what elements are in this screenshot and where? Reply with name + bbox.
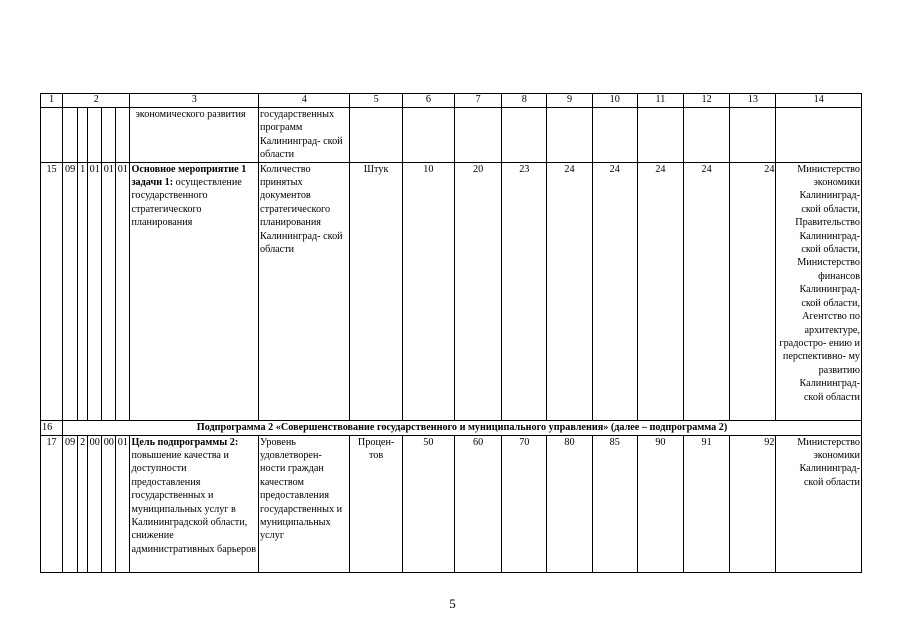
code-cell: 00 — [102, 435, 116, 572]
code-cell: 00 — [88, 435, 102, 572]
goal-heading: Основное мероприятие 1 задачи 1: — [131, 163, 247, 189]
goal-cell — [130, 435, 259, 572]
header-col-12: 12 — [684, 94, 730, 108]
code-cell: 09 — [63, 162, 78, 420]
table-row-continuation — [41, 108, 862, 163]
indicators-table — [40, 93, 862, 573]
header-col-7: 7 — [454, 94, 501, 108]
subprogram-title: Подпрограмма 2 «Совершенствование государственного и муниципального управления» (далее – подпрограмма 2) — [63, 420, 862, 435]
header-col-3: 3 — [130, 94, 259, 108]
table-row-15 — [41, 162, 862, 420]
page-number: 5 — [449, 596, 456, 611]
value-cell: 85 — [592, 435, 637, 572]
value-cell: 10 — [402, 162, 454, 420]
code-cell: 01 — [88, 162, 102, 420]
value-cell: 24 — [592, 162, 637, 420]
code-cell: 09 — [63, 435, 78, 572]
header-col-14: 14 — [776, 94, 862, 108]
value-cell: 60 — [454, 435, 501, 572]
indicator-cell: государственных программ Калининград- ской области — [259, 108, 350, 163]
row-number: 15 — [41, 162, 63, 420]
header-col-13: 13 — [730, 94, 776, 108]
executor-cell: Министерство экономики Калининград- ской области, Правительство Калининград- ской области, Министерство финансов Калининград- ской области, Агентство по архитектуре, градостро- ению и перспективно- му развитию Калининград- ской области — [776, 162, 862, 420]
goal-heading: Цель подпрограммы 2: — [131, 436, 239, 448]
table-row-17 — [41, 435, 862, 572]
value-cell: 70 — [502, 435, 547, 572]
indicator-cell: Количество принятых документов стратегического планирования Калининград- ской области — [259, 162, 350, 420]
header-col-8: 8 — [502, 94, 547, 108]
value-cell: 24 — [547, 162, 592, 420]
code-cell: 1 — [78, 162, 88, 420]
row-number: 17 — [41, 435, 63, 572]
row-number: 16 — [41, 420, 63, 435]
header-col-6: 6 — [402, 94, 454, 108]
value-cell: 90 — [637, 435, 683, 572]
header-col-2: 2 — [63, 94, 130, 108]
value-cell: 20 — [454, 162, 501, 420]
header-col-11: 11 — [637, 94, 683, 108]
value-cell: 91 — [684, 435, 730, 572]
header-col-5: 5 — [350, 94, 402, 108]
value-cell: 24 — [684, 162, 730, 420]
goal-cell: экономического развития — [130, 108, 259, 163]
code-cell: 2 — [78, 435, 88, 572]
indicator-cell: Уровень удовлетворен- ности граждан качеством предоставления государственных и муниципальных услуг — [259, 435, 350, 572]
value-cell: 23 — [502, 162, 547, 420]
header-col-10: 10 — [592, 94, 637, 108]
executor-cell: Министерство экономики Калининград- ской области — [776, 435, 862, 572]
header-col-9: 9 — [547, 94, 592, 108]
header-row — [41, 94, 862, 108]
value-cell: 50 — [402, 435, 454, 572]
header-col-1: 1 — [41, 94, 63, 108]
value-cell: 80 — [547, 435, 592, 572]
code-cell: 01 — [116, 435, 130, 572]
code-cell: 01 — [102, 162, 116, 420]
value-cell: 24 — [637, 162, 683, 420]
unit-cell: Штук — [350, 162, 402, 420]
unit-cell: Процен- тов — [350, 435, 402, 572]
code-cell: 01 — [116, 162, 130, 420]
goal-text: осуществление государственного стратегического планирования — [131, 177, 242, 229]
goal-text: повышение качества и доступности предоставления государственных и муниципальных услуг в Калининградской области, снижение административных барьеров — [131, 450, 257, 555]
header-col-4: 4 — [259, 94, 350, 108]
value-cell: 92 — [730, 435, 776, 572]
goal-cell — [130, 162, 259, 420]
table-row-16 — [41, 420, 862, 435]
value-cell: 24 — [730, 162, 776, 420]
